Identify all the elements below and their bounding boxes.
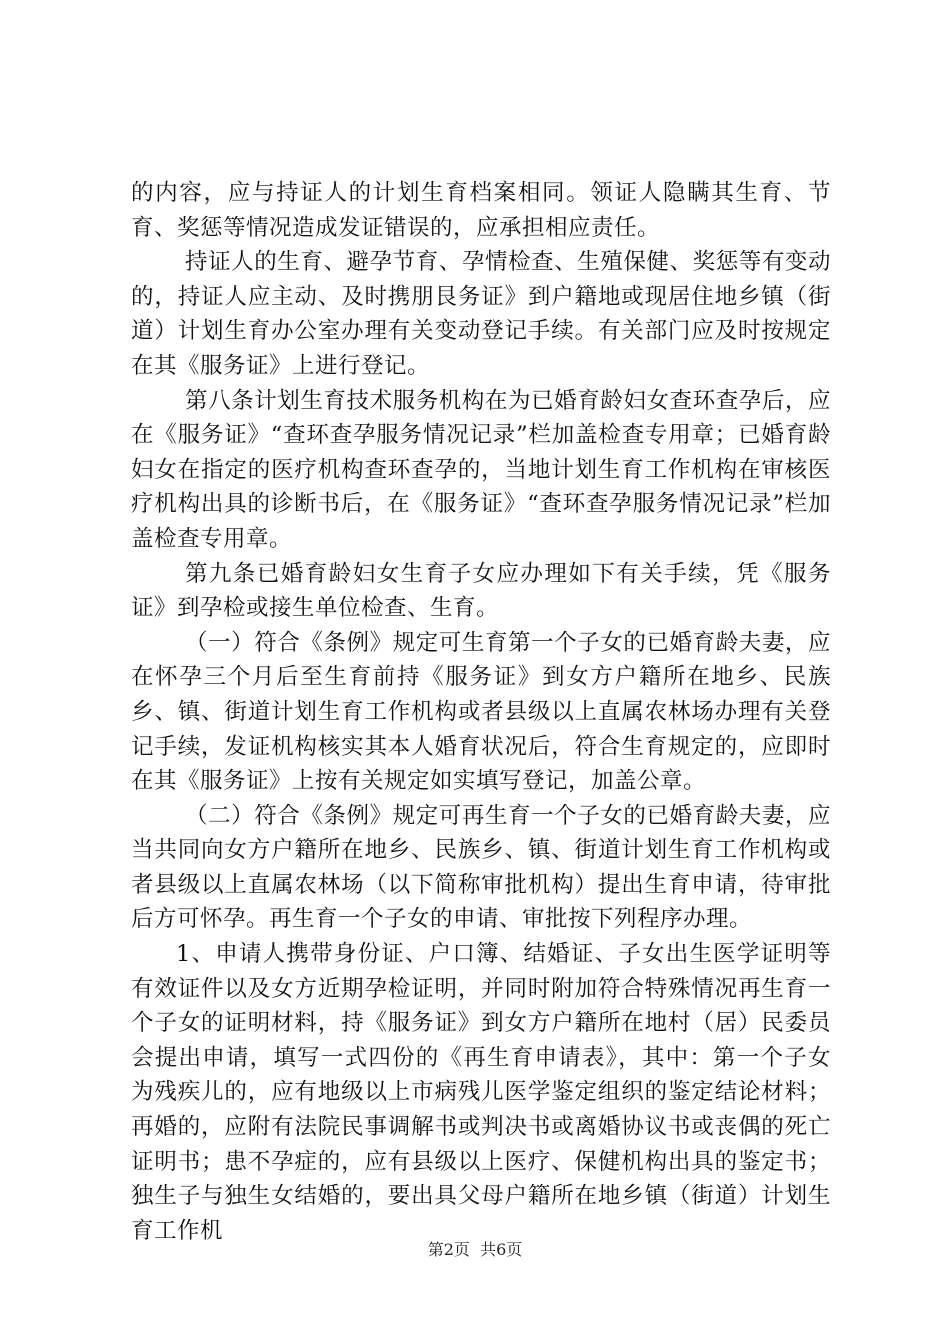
paragraph-change-registration: 持证人的生育、避孕节育、孕情检查、生殖保健、奖惩等有变动的，持证人应主动、及时携朋艮务证》到户籍地或现居住地乡镇（街道）计划生育办公室办理有关变动登记手续。有关部门应及时按规定在其《服务证》上进行登记。 [131, 249, 831, 379]
paragraph-item-2: （二）符合《条例》规定可再生育一个子女的已婚育龄夫妻，应当共同向女方户籍所在地乡、民族乡、镇、街道计划生育工作机构或者县级以上直属农林场（以下简称审批机构）提出生育申请，待审批后方可怀孕。再生育一个子女的申请、审批按下列程序办理。 [131, 802, 831, 933]
paragraph-article-8: 第八条计划生育技术服务机构在为已婚育龄妇女查环查孕后，应在《服务证》“查环查孕服务情况记录”栏加盖检查专用章；已婚育龄妇女在指定的医疗机构查环查孕的，当地计划生育工作机构在审核医疗机构出具的诊断书后，在《服务证》“查环查孕服务情况记录”栏加盖检查专用章。 [131, 387, 831, 552]
document-body [131, 176, 831, 1248]
paragraph-article-9: 第九条已婚育龄妇女生育子女应办理如下有关手续，凭《服务证》到孕检或接生单位检查、生育。 [131, 560, 831, 622]
page-number: 第2页 共6页 [427, 1240, 523, 1259]
paragraph-item-1: （一）符合《条例》规定可生育第一个子女的已婚育龄夫妻，应在怀孕三个月后至生育前持《服务证》到女方户籍所在地乡、民族乡、镇、街道计划生育工作机构或者县级以上直属农林场办理有关登记手续，发证机构核实其本人婚育状况后，符合生育规定的，应即时在其《服务证》上按有关规定如实填写登记，加盖公章。 [131, 629, 831, 795]
page-footer [0, 1240, 950, 1260]
paragraph-continuation: 的内容，应与持证人的计划生育档案相同。领证人隐瞒其生育、节育、奖惩等情况造成发证错误的，应承担相应责任。 [131, 180, 831, 241]
paragraph-step-1: 1、申请人携带身份证、户口簿、结婚证、子女出生医学证明等有效证件以及女方近期孕检证明，并同时附加符合特殊情况再生育一个子女的证明材料，持《服务证》到女方户籍所在地村（居）民委员会提出申请，填写一式四份的《再生育申请表》，其中：第一个子女为残疾儿的，应有地级以上市病残儿医学鉴定组织的鉴定结论材料；再婚的，应附有法院民事调解书或判决书或离婚协议书或丧偶的死亡证明书；患不孕症的，应有县级以上医疗、保健机构出具的鉴定书；独生子与独生女结婚的，要出具父母户籍所在地乡镇（街道）计划生育工作机 [131, 941, 831, 1244]
